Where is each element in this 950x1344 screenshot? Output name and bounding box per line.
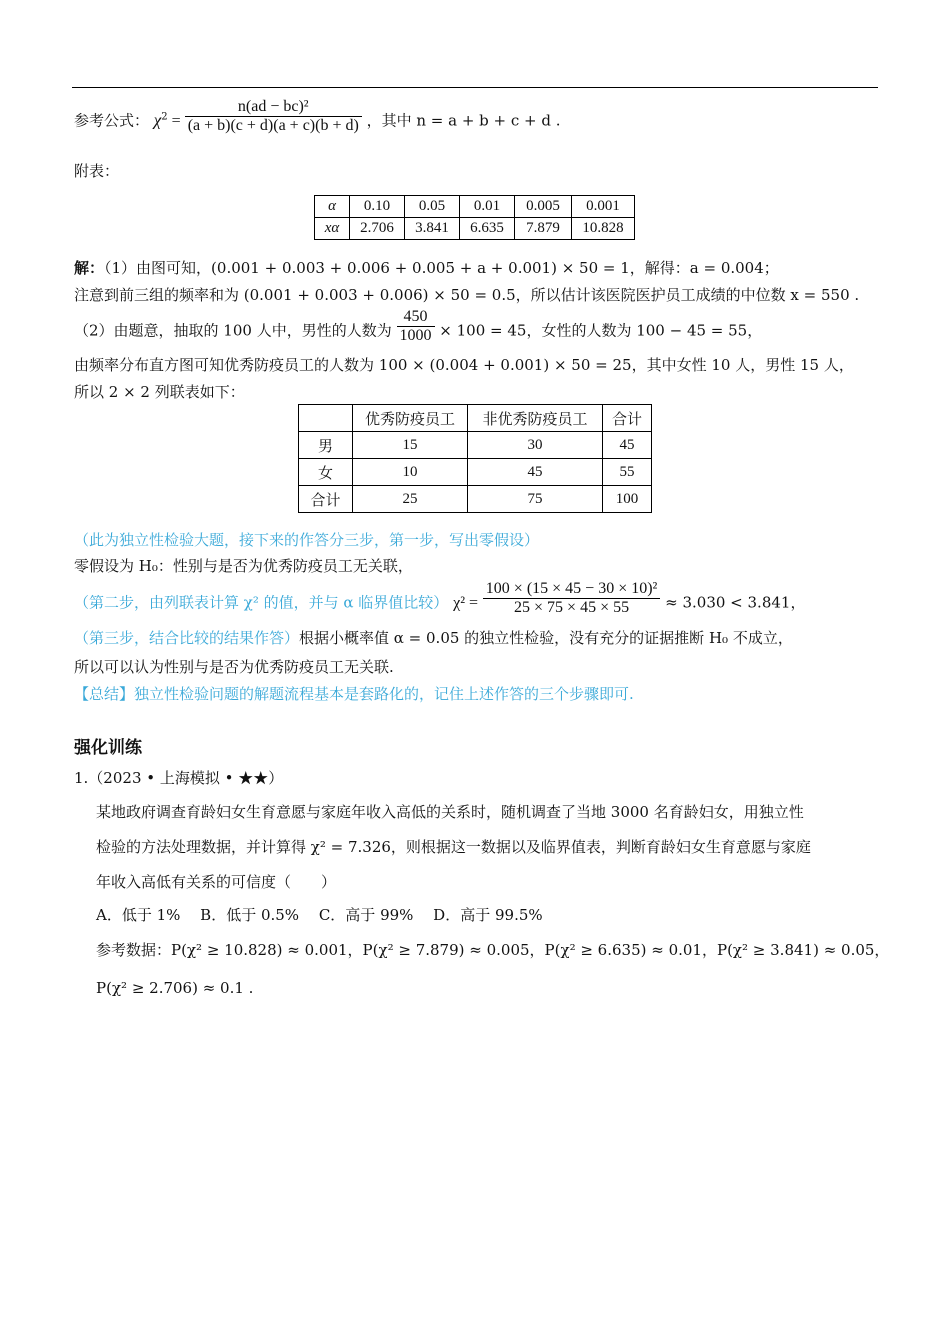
summary-note: 【总结】独立性检验问题的解题流程基本是套路化的，记住上述作答的三个步骤即可. bbox=[74, 685, 634, 703]
table-cell: 10.828 bbox=[572, 218, 635, 240]
question-line-1: 某地政府调查育龄妇女生育意愿与家庭年收入高低的关系时，随机调查了当地 3000 名育龄妇女，用独立性 bbox=[96, 803, 804, 821]
step-3-line bbox=[74, 628, 793, 648]
question-head: 1.（2023 • 上海模拟 • ★★） bbox=[74, 769, 284, 787]
table-cell: 15 bbox=[353, 432, 468, 459]
table-cell: 25 bbox=[353, 486, 468, 513]
table-cell: 55 bbox=[603, 459, 652, 486]
table-cell: 100 bbox=[603, 486, 652, 513]
formula-where: ，其中 n = a + b + c + d . bbox=[366, 111, 561, 130]
table-cell: 女 bbox=[299, 459, 353, 486]
formula-numerator: n(ad − bc)² bbox=[237, 98, 309, 115]
critical-value-table bbox=[314, 195, 635, 240]
table-cell: 0.01 bbox=[460, 196, 515, 218]
table-cell: 6.635 bbox=[460, 218, 515, 240]
table-header: 合计 bbox=[603, 405, 652, 432]
solution-line-4: 由频率分布直方图可知优秀防疫员工的人数为 100 × (0.004 + 0.001) × 50 = 25，其中女性 10 人，男性 15 人， bbox=[74, 356, 854, 374]
table-row bbox=[315, 218, 635, 240]
chi-square-fraction bbox=[483, 580, 661, 617]
chi-square-label: χ² = bbox=[453, 594, 479, 612]
formula-equals: = bbox=[167, 112, 185, 130]
reference-data-1: 参考数据：P(χ² ≥ 10.828) ≈ 0.001，P(χ² ≥ 7.879) ≈ 0.005，P(χ² ≥ 6.635) ≈ 0.01，P(χ² ≥ 3.841) ≈ 0.05， bbox=[96, 941, 890, 959]
null-hypothesis: 零假设为 H₀：性别与是否为优秀防疫员工无关联， bbox=[74, 557, 413, 575]
table-cell: 合计 bbox=[299, 486, 353, 513]
table-cell: 30 bbox=[468, 432, 603, 459]
fraction-denominator: 25 × 75 × 45 × 55 bbox=[483, 598, 661, 617]
header-rule bbox=[72, 87, 878, 88]
table-row bbox=[299, 459, 652, 486]
table-cell: 7.879 bbox=[515, 218, 572, 240]
table-row bbox=[299, 432, 652, 459]
table-header: 优秀防疫员工 bbox=[353, 405, 468, 432]
reference-data-2: P(χ² ≥ 2.706) ≈ 0.1 . bbox=[96, 979, 254, 997]
table-cell: 45 bbox=[468, 459, 603, 486]
solution-line-2: 注意到前三组的频率和为 (0.001 + 0.003 + 0.006) × 50 = 0.5，所以估计该医院医护员工成绩的中位数 x = 550 . bbox=[74, 286, 860, 304]
formula-denominator: (a + b)(c + d)(a + c)(b + d) bbox=[185, 116, 362, 135]
section-title: 强化训练 bbox=[74, 738, 142, 758]
table-cell: 45 bbox=[603, 432, 652, 459]
table-cell: 男 bbox=[299, 432, 353, 459]
x-alpha-header: xα bbox=[324, 220, 340, 236]
solution-part-2: （2）由题意，抽取的 100 人中，男性的人数为 bbox=[74, 321, 392, 340]
step-2-line bbox=[74, 580, 806, 617]
table-cell: 0.001 bbox=[572, 196, 635, 218]
reference-formula: 参考公式： $\chi^2$ = $\frac{\text{n(ad − bc)²}}{(a + b)(c + d)(a + c)(b + d)}$ ，其中 n = a + b + c + d . bbox=[74, 98, 561, 134]
table-cell: 2.706 bbox=[350, 218, 405, 240]
question-line-3: 年收入高低有关系的可信度（ ） bbox=[96, 873, 337, 891]
table-row bbox=[315, 196, 635, 218]
alpha-header: α bbox=[328, 198, 336, 214]
step-3-note: （第三步，结合比较的结果作答） bbox=[74, 629, 300, 647]
solution-line-3 bbox=[74, 308, 763, 345]
table-row bbox=[299, 405, 652, 432]
table-cell: 75 bbox=[468, 486, 603, 513]
table-cell: 0.10 bbox=[350, 196, 405, 218]
step-1-note: （此为独立性检验大题，接下来的作答分三步，第一步，写出零假设） bbox=[74, 531, 540, 549]
contingency-table bbox=[298, 404, 652, 513]
answer-options: A．低于 1% B．低于 0.5% C．高于 99% D．高于 99.5% bbox=[96, 906, 543, 924]
chi-symbol: χ bbox=[153, 110, 162, 130]
table-cell: 0.05 bbox=[405, 196, 460, 218]
solution-part-2b: × 100 = 45，女性的人数为 100 − 45 = 55， bbox=[439, 321, 763, 340]
formula-label: 参考公式： bbox=[74, 111, 150, 130]
table-cell: 3.841 bbox=[405, 218, 460, 240]
solution-part-1: （1）由图可知，(0.001 + 0.003 + 0.006 + 0.005 + a + 0.001) × 50 = 1，解得：a = 0.004； bbox=[104, 259, 779, 277]
table-header: 非优秀防疫员工 bbox=[468, 405, 603, 432]
solution-line-1 bbox=[74, 258, 779, 278]
step-2-note: （第二步，由列联表计算 χ² 的值，并与 α 临界值比较） bbox=[74, 593, 449, 612]
question-line-2: 检验的方法处理数据，并计算得 χ² = 7.326，则根据这一数据以及临界值表，判断育龄妇女生育意愿与家庭 bbox=[96, 838, 811, 856]
table-row bbox=[299, 486, 652, 513]
step-3-text: 根据小概率值 α = 0.05 的独立性检验，没有充分的证据推断 H₀ 不成立， bbox=[299, 629, 793, 647]
solution-line-5: 所以 2 × 2 列联表如下： bbox=[74, 383, 245, 401]
fraction-numerator: 100 × (15 × 45 − 30 × 10)² bbox=[485, 580, 658, 597]
fraction-numerator: 450 bbox=[403, 308, 428, 325]
table-cell bbox=[299, 405, 353, 432]
fraction-denominator: 1000 bbox=[397, 326, 435, 345]
formula-fraction bbox=[185, 98, 362, 135]
solution-head: 解： bbox=[74, 259, 105, 277]
watermark: 高中数学核心方法 bbox=[440, 660, 617, 685]
table-cell: 0.005 bbox=[515, 196, 572, 218]
table-cell: 10 bbox=[353, 459, 468, 486]
male-fraction bbox=[397, 308, 435, 345]
appendix-label: 附表： bbox=[74, 162, 120, 180]
conclusion: 所以可以认为性别与是否为优秀防疫员工无关联. bbox=[74, 658, 394, 676]
chi-square-result: ≈ 3.030 < 3.841， bbox=[665, 593, 806, 612]
